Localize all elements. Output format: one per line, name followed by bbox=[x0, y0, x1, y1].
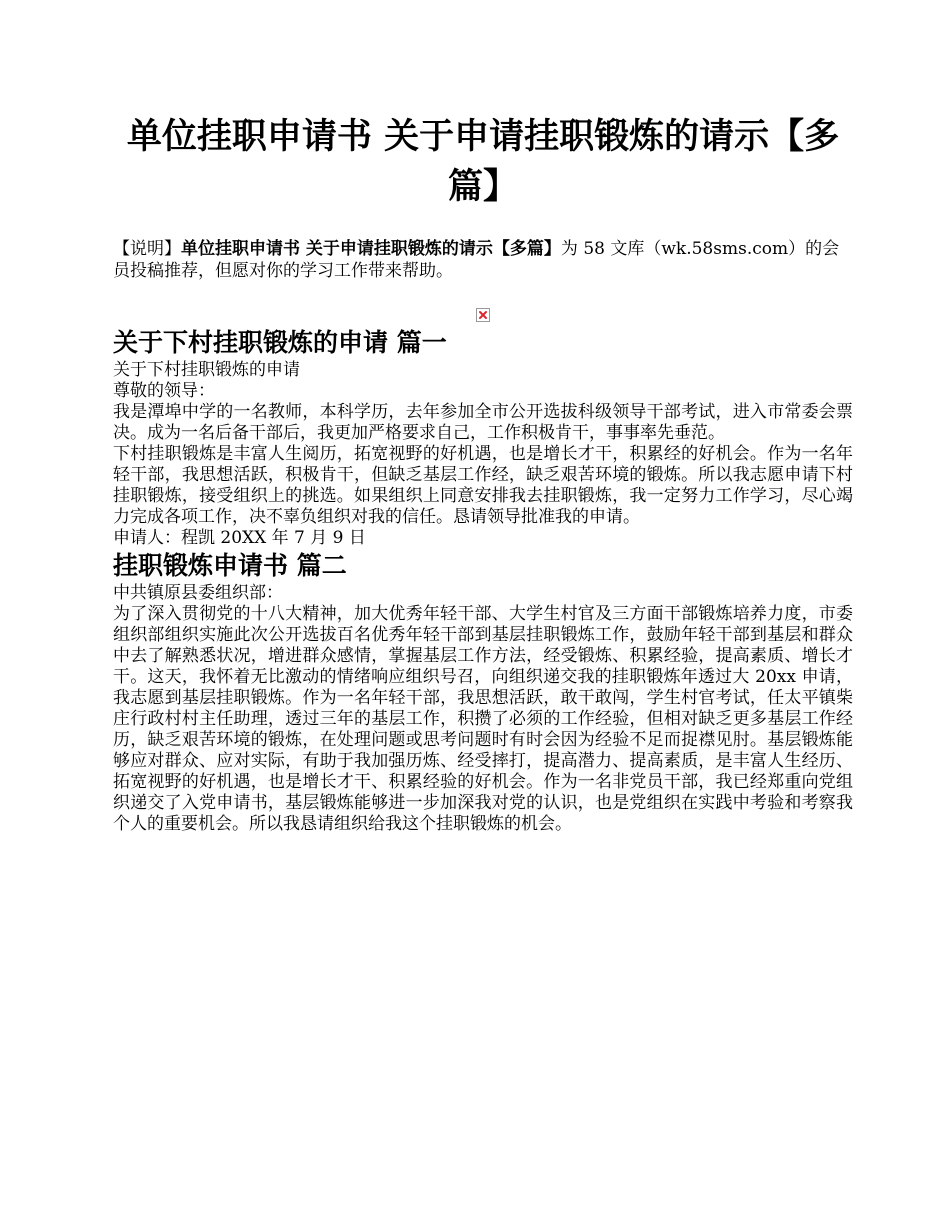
intro-suffix: 为 58 文库（wk.58sms.com）的会员投稿推荐，但愿对你的学习工作带来帮助。 bbox=[113, 239, 840, 281]
document-page bbox=[113, 112, 853, 835]
section-heading-1: 关于下村挂职锻炼的申请 篇一 bbox=[113, 328, 447, 357]
document-title: 单位挂职申请书 关于申请挂职锻炼的请示【多篇】 bbox=[126, 116, 840, 207]
intro-bold-title: 单位挂职申请书 关于申请挂职锻炼的请示【多篇】 bbox=[181, 239, 561, 259]
paragraph: 尊敬的领导： bbox=[113, 381, 215, 401]
paragraph: 为了深入贯彻党的十八大精神，加大优秀年轻干部、大学生村官及三方面干部锻炼培养力度，市委组织部组织实施此次公开选拔百名优秀年轻干部到基层挂职锻炼工作，鼓励年轻干部到基层和群众中去了解熟悉状况，增进群众感情，掌握基层工作方法，经受锻炼、积累经验，提高素质、增长才干。这天，我怀着无比激动的情绪响应组织号召，向组织递交我的挂职锻炼年透过大 20xx 申请，我志愿到基层挂职锻炼。作为一名年轻干部，我思想活跃，敢干敢闯，学生村官考试，任太平镇柴庄行政村村主任助理，透过三年的基层工作，积攒了必须的工作经验，但相对缺乏更多基层工作经历，缺乏艰苦环境的锻炼，在处理问题或思考问题时有时会因为经验不足而捉襟见肘。基层锻炼能够应对群众、应对实际，有助于我加强历炼、经受摔打，提高潜力、提高素质，是丰富人生经历、拓宽视野的好机遇，也是增长才干、积累经验的好机会。作为一名非党员干部，我已经郑重向党组织递交了入党申请书，基层锻炼能够进一步加深我对党的认识，也是党组织在实践中考验和考察我个人的重要机会。所以我恳请组织给我这个挂职锻炼的机会。 bbox=[113, 604, 853, 834]
paragraph: 关于下村挂职锻炼的申请 bbox=[113, 360, 300, 380]
broken-image-icon bbox=[476, 308, 490, 322]
paragraph: 我是潭埠中学的一名教师，本科学历，去年参加全市公开选拔科级领导干部考试，进入市常委会票决。成为一名后备干部后，我更加严格要求自己，工作积极肯干，事事率先垂范。 bbox=[113, 402, 853, 443]
image-placeholder bbox=[113, 308, 853, 326]
paragraph: 下村挂职锻炼是丰富人生阅历，拓宽视野的好机遇，也是增长才干，积累经的好机会。作为一名年轻干部，我思想活跃，积极肯干，但缺乏基层工作经，缺乏艰苦环境的锻炼。所以我志愿申请下村挂职锻炼，接受组织上的挑选。如果组织上同意安排我去挂职锻炼，我一定努力工作学习，尽心竭力完成各项工作，决不辜负组织对我的信任。恳请领导批准我的申请。 bbox=[113, 444, 853, 527]
paragraph: 申请人：程凯 20XX 年 7 月 9 日 bbox=[113, 528, 366, 548]
intro-note bbox=[113, 238, 853, 282]
paragraph: 中共镇原县委组织部： bbox=[113, 583, 283, 603]
section-heading-2: 挂职锻炼申请书 篇二 bbox=[113, 551, 347, 580]
intro-prefix: 【说明】 bbox=[113, 239, 181, 259]
